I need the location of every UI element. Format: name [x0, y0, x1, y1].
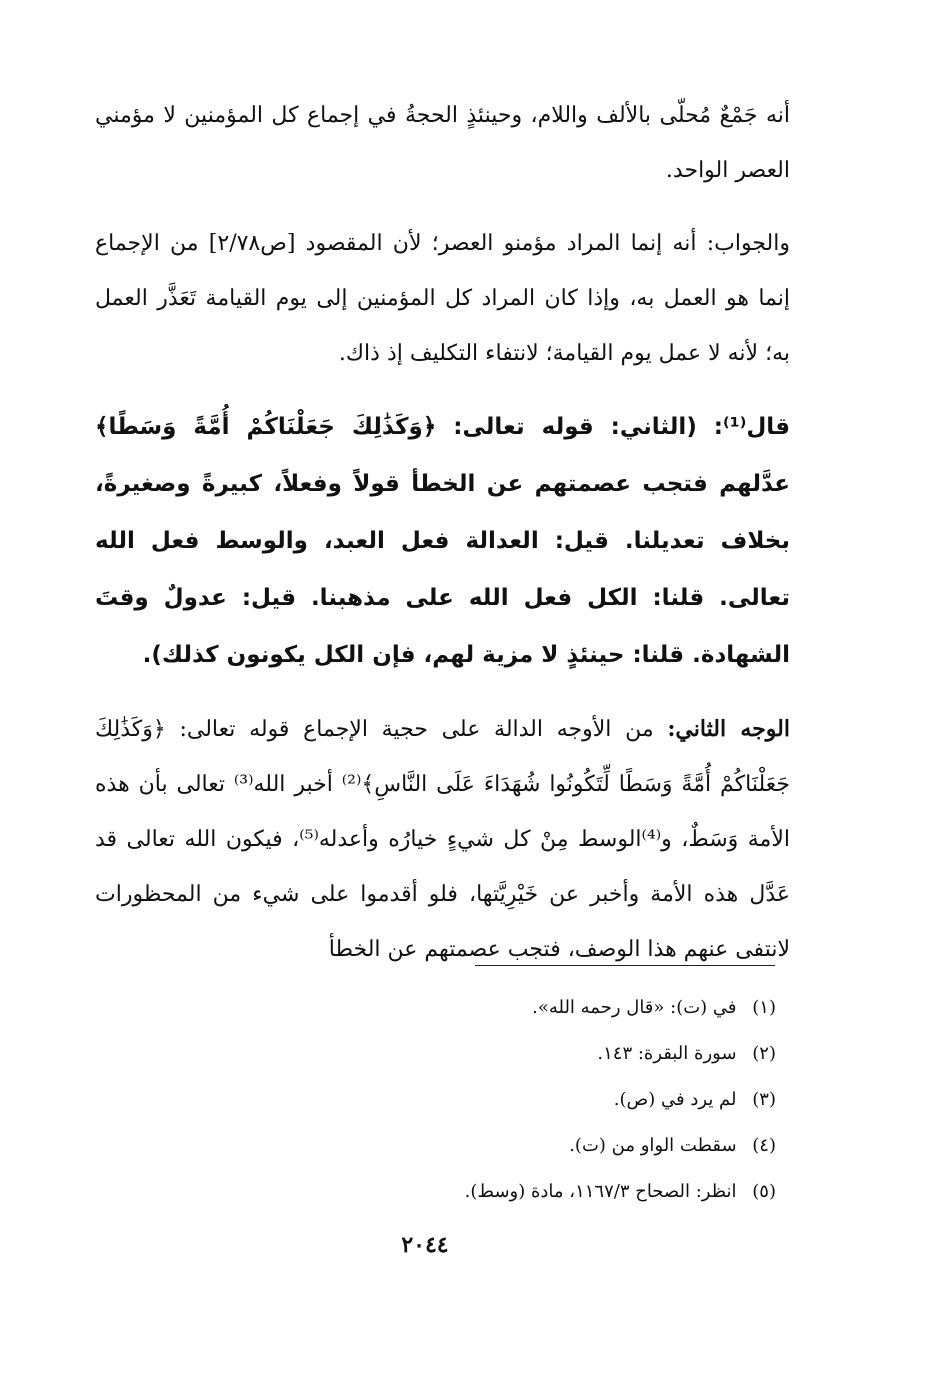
footnote-text: سورة البقرة: ١٤٣. — [597, 1043, 737, 1064]
page-body — [95, 88, 790, 995]
footnotes — [216, 985, 776, 1215]
section-body: من الأوجه الدالة على حجية الإجماع قوله تعالى: ﴿وَكَذَٰلِكَ جَعَلْنَاكُمْ أُمَّةً وَسَطًا لِّتَكُونُوا شُهَدَاءَ عَلَى النَّاسِ﴾⁽²⁾ أخبر الله⁽³⁾ تعالى بأن هذه الأمة وَسَطٌ، و⁽⁴⁾الوسط مِنْ كل شيءٍ خيارُه وأعدله⁽⁵⁾، فيكون الله تعالى قد عَدَّل هذه الأمة وأخبر عن خَيْرِيَّتها، فلو أقدموا على شيء من المحظورات لانتفى عنهم هذا الوصف، فتجب عصمتهم عن الخطأ — [95, 717, 790, 962]
footnote-text: في (ت): «قال رحمه الله». — [532, 997, 737, 1018]
footnote-number: (٥) — [752, 1181, 776, 1202]
footnote-number: (٣) — [752, 1089, 776, 1110]
footnote-item — [216, 1031, 776, 1077]
footnote-text: سقطت الواو من (ت). — [569, 1135, 737, 1156]
footnote-item — [216, 1169, 776, 1215]
section-lead: الوجه الثاني: — [667, 716, 790, 742]
paragraph-answer: والجواب: أنه إنما المراد مؤمنو العصر؛ لأن المقصود [ص٢/٧٨] من الإجماع إنما هو العمل به، وإذا كان المراد كل المؤمنين إلى يوم القيامة تَعَذَّر العمل به؛ لأنه لا عمل يوم القيامة؛ لانتفاء التكليف إذ ذاك. — [95, 231, 791, 366]
paragraph-objection: أنه جَمْعٌ مُحلّى بالألف واللام، وحينئذٍ الحجةُ في إجماع كل المؤمنين لا مؤمني العصر الواحد. — [95, 103, 790, 183]
footnote-text: لم يرد في (ص). — [613, 1089, 737, 1110]
paragraph-quoted-text: قال⁽¹⁾: (الثاني: قوله تعالى: ﴿وَكَذَٰلِكَ جَعَلْنَاكُمْ أُمَّةً وَسَطًا﴾ عدَّلهم فتجب عصمتهم عن الخطأ قولاً وفعلاً، كبيرةً وصغيرةً، بخلاف تعديلنا. قيل: العدالة فعل العبد، والوسط فعل الله تعالى. قلنا: الكل فعل الله على مذهبنا. قيل: عدولٌ وقتَ الشهادة. قلنا: حينئذٍ لا مزية لهم، فإن الكل يكونون كذلك). — [95, 414, 790, 668]
footnote-item — [216, 1123, 776, 1169]
footnote-number: (٤) — [752, 1135, 776, 1156]
footnote-number: (١) — [752, 997, 776, 1018]
footnote-item — [216, 985, 776, 1031]
page-number: ٢٠٤٤ — [401, 1232, 449, 1258]
paragraph-second-aspect — [95, 702, 790, 977]
footnote-divider — [475, 965, 775, 966]
footnote-item — [216, 1077, 776, 1123]
footnote-number: (٢) — [752, 1043, 776, 1064]
footnote-text: انظر: الصحاح ١١٦٧/٣، مادة (وسط). — [464, 1181, 737, 1202]
